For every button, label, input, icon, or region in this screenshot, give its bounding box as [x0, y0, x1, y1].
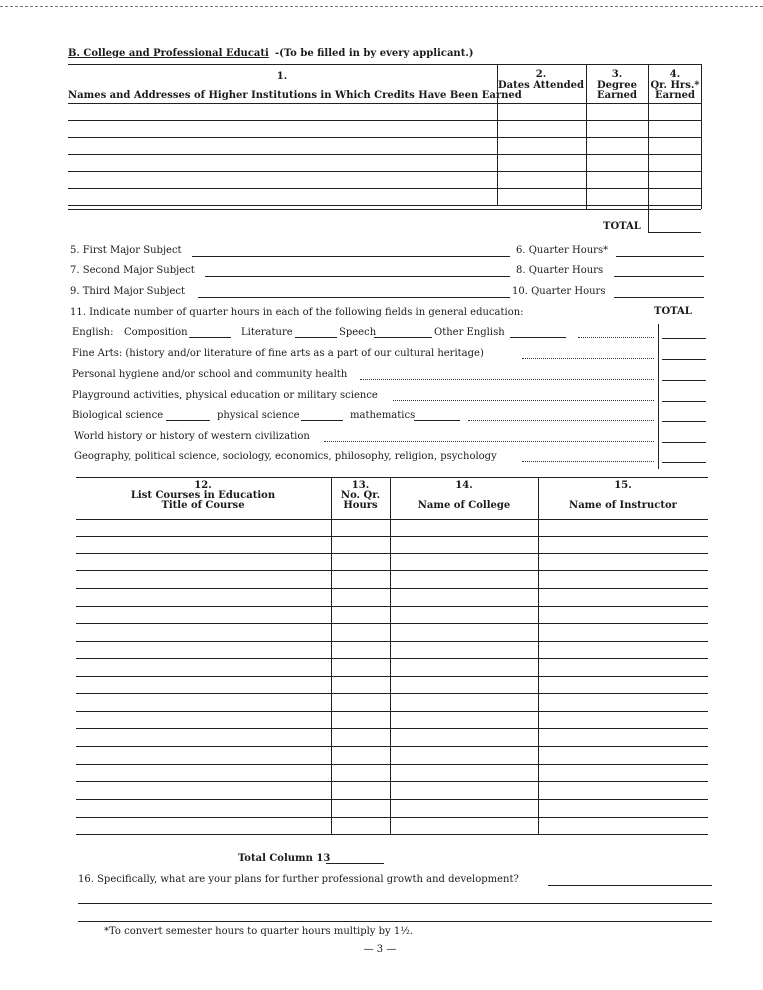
hygiene-total-field[interactable] — [662, 380, 706, 381]
section-b-note: -(To be filled in by every applicant.) — [275, 48, 474, 59]
courses-row[interactable] — [76, 728, 708, 729]
social-sciences-label: Geography, political science, sociology, economics, philosophy, religion, psychology — [74, 451, 497, 462]
institutions-col-divider — [586, 64, 587, 209]
courses-row[interactable] — [76, 588, 708, 589]
fine-arts-leader-dots — [522, 358, 654, 359]
col3-header-line2: Earned — [597, 90, 637, 101]
footnote: *To convert semester hours to quarter hours multiply by 1½. — [104, 926, 414, 937]
mathematics-label: mathematics — [350, 410, 416, 421]
english-leader-dots — [578, 337, 654, 338]
courses-row[interactable] — [76, 623, 708, 624]
fine-arts-total-field[interactable] — [662, 359, 706, 360]
col2-header: Dates Attended — [497, 80, 585, 91]
institutions-header-rule — [68, 103, 701, 104]
world-history-total-field[interactable] — [662, 442, 706, 443]
institutions-col-divider — [497, 64, 498, 205]
col12-number: 12. — [194, 480, 212, 491]
courses-col-divider — [331, 477, 332, 834]
science-leader-dots — [468, 420, 654, 421]
col12-header-line2: Title of Course — [161, 500, 245, 511]
courses-col-divider — [390, 477, 391, 834]
institutions-total-label: TOTAL — [603, 221, 641, 232]
world-history-leader-dots — [324, 441, 654, 442]
institutions-row[interactable] — [68, 154, 701, 155]
physical-science-field[interactable] — [301, 420, 343, 421]
col3-number: 3. — [611, 69, 623, 80]
institutions-row[interactable] — [68, 188, 701, 189]
col13-number: 13. — [351, 480, 370, 491]
institutions-double-rule — [68, 205, 701, 206]
courses-bottom-rule — [76, 834, 708, 835]
quarter-hours-8-field[interactable] — [614, 276, 704, 277]
quarter-hours-10-label: 10. Quarter Hours — [512, 286, 606, 297]
courses-row[interactable] — [76, 764, 708, 765]
col1-number: 1. — [276, 71, 288, 82]
courses-row[interactable] — [76, 658, 708, 659]
social-sciences-leader-dots — [522, 461, 654, 462]
third-major-label: 9. Third Major Subject — [70, 286, 185, 297]
col14-number: 14. — [455, 480, 473, 491]
quarter-hours-8-label: 8. Quarter Hours — [516, 265, 604, 276]
col13-header-line2: Hours — [343, 500, 378, 511]
question-16-answer-line[interactable] — [78, 921, 712, 922]
quarter-hours-6-field[interactable] — [616, 256, 704, 257]
question-16-answer-line[interactable] — [78, 903, 712, 904]
courses-row[interactable] — [76, 606, 708, 607]
page-number: — 3 — — [363, 944, 397, 955]
second-major-label: 7. Second Major Subject — [70, 265, 195, 276]
col15-number: 15. — [614, 480, 632, 491]
general-education-total-label: TOTAL — [654, 306, 692, 317]
first-major-field[interactable] — [192, 256, 510, 257]
institutions-col-divider — [648, 64, 649, 232]
col14-header: Name of College — [417, 500, 511, 511]
institutions-top-rule — [68, 64, 701, 65]
institutions-total-field[interactable] — [648, 232, 701, 233]
col1-header: Names and Addresses of Higher Institutions in Which Credits Have Been Earned — [68, 90, 522, 101]
section-b-title: B. College and Professional Educati — [68, 48, 269, 59]
courses-row[interactable] — [76, 746, 708, 747]
institutions-row[interactable] — [68, 137, 701, 138]
total-column-13-label: Total Column 13 — [238, 853, 331, 864]
third-major-field[interactable] — [198, 297, 510, 298]
col4-number: 4. — [669, 69, 681, 80]
speech-label: Speech — [339, 327, 377, 338]
courses-row[interactable] — [76, 781, 708, 782]
quarter-hours-10-field[interactable] — [614, 297, 704, 298]
col3-header-line1: Degree — [596, 80, 638, 91]
fine-arts-label: Fine Arts: (history and/or literature of fine arts as a part of our cultural heritage) — [72, 348, 484, 359]
physical-science-label: physical science — [217, 410, 300, 421]
composition-label: Composition — [124, 327, 188, 338]
courses-row[interactable] — [76, 553, 708, 554]
playground-total-field[interactable] — [662, 401, 706, 402]
science-total-field[interactable] — [662, 421, 706, 422]
first-major-label: 5. First Major Subject — [70, 245, 182, 256]
col12-header-line1: List Courses in Education — [130, 490, 276, 501]
mathematics-field[interactable] — [414, 420, 460, 421]
institutions-col-divider — [701, 64, 702, 209]
institutions-row[interactable] — [68, 120, 701, 121]
col4-header-line2: Earned — [655, 90, 695, 101]
playground-label: Playground activities, physical education or military science — [72, 390, 378, 401]
total-column-divider — [658, 324, 659, 469]
biological-science-field[interactable] — [166, 420, 210, 421]
biological-science-label: Biological science — [72, 410, 164, 421]
courses-row[interactable] — [76, 676, 708, 677]
question-16-label: 16. Specifically, what are your plans for further professional growth and development? — [78, 874, 519, 885]
english-total-field[interactable] — [662, 338, 706, 339]
courses-col-divider — [538, 477, 539, 834]
courses-top-rule — [76, 477, 708, 478]
courses-row[interactable] — [76, 570, 708, 571]
social-sciences-total-field[interactable] — [662, 462, 706, 463]
quarter-hours-6-label: 6. Quarter Hours* — [516, 245, 609, 256]
torn-top-edge — [0, 6, 763, 7]
courses-row[interactable] — [76, 799, 708, 800]
col13-header-line1: No. Qr. — [340, 490, 381, 501]
general-education-heading: 11. Indicate number of quarter hours in each of the following fields in general education: — [70, 307, 524, 318]
other-english-label: Other English — [434, 327, 505, 338]
courses-row[interactable] — [76, 536, 708, 537]
courses-row[interactable] — [76, 641, 708, 642]
second-major-field[interactable] — [205, 276, 510, 277]
literature-label: Literature — [241, 327, 293, 338]
composition-field[interactable] — [189, 337, 231, 338]
total-column-13-field[interactable] — [326, 863, 384, 864]
col4-header-line1: Qr. Hrs.* — [650, 80, 700, 91]
question-16-answer-line[interactable] — [548, 885, 712, 886]
courses-row[interactable] — [76, 711, 708, 712]
speech-field[interactable] — [374, 337, 432, 338]
hygiene-label: Personal hygiene and/or school and community health — [72, 369, 348, 380]
courses-row[interactable] — [76, 817, 708, 818]
col15-header: Name of Instructor — [569, 500, 677, 511]
courses-row[interactable] — [76, 693, 708, 694]
institutions-double-rule — [68, 209, 701, 210]
literature-field[interactable] — [295, 337, 337, 338]
courses-header-rule — [76, 519, 708, 520]
playground-leader-dots — [393, 400, 654, 401]
col2-number: 2. — [535, 69, 547, 80]
world-history-label: World history or history of western civilization — [74, 431, 310, 442]
institutions-row[interactable] — [68, 171, 701, 172]
hygiene-leader-dots — [360, 379, 654, 380]
other-english-field[interactable] — [510, 337, 566, 338]
english-label: English: — [72, 327, 114, 338]
